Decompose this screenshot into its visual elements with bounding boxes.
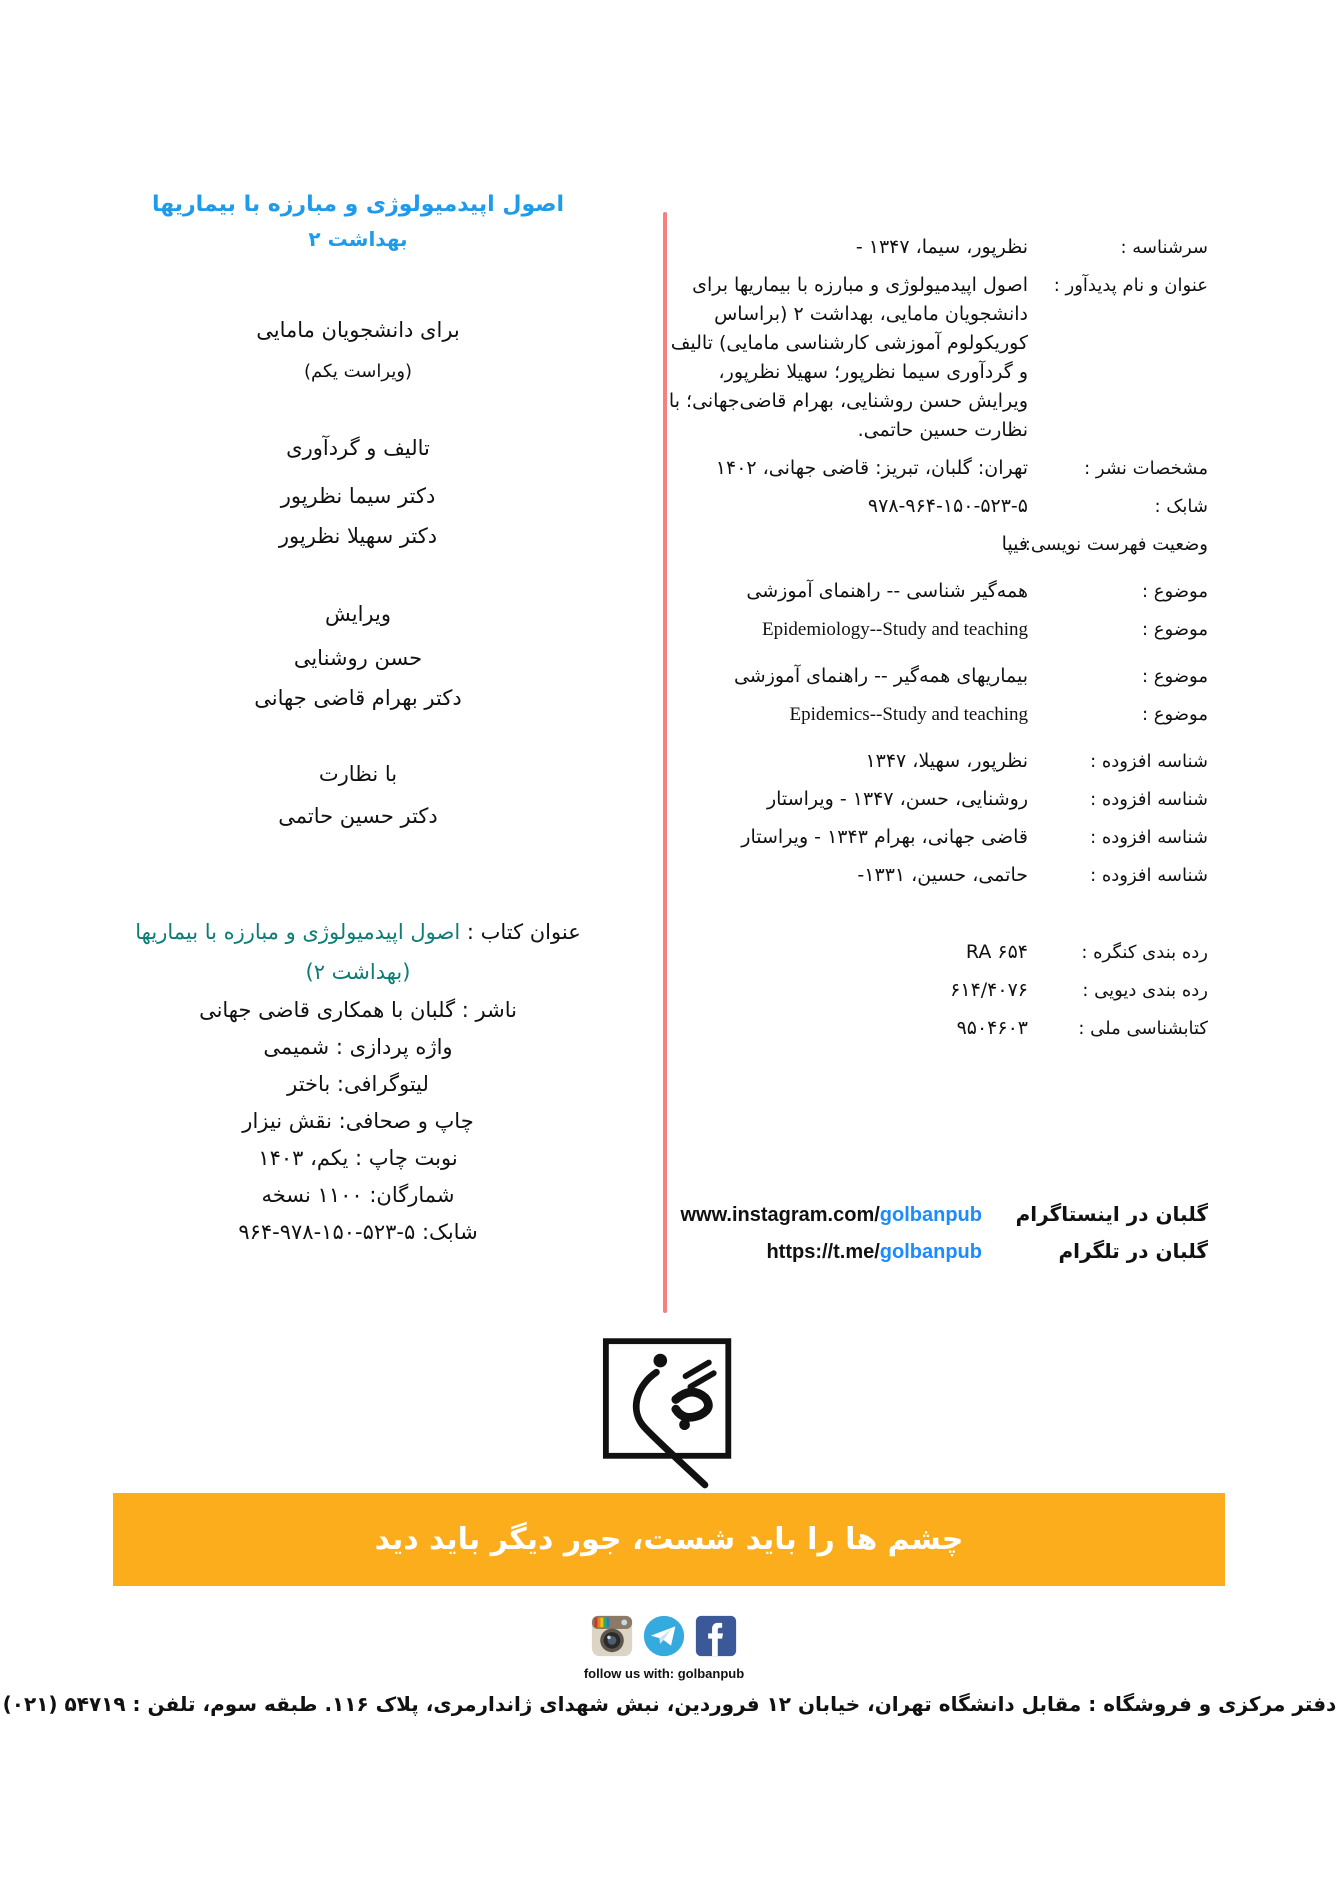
social-links-block	[658, 1202, 1208, 1276]
telegram-icon[interactable]	[643, 1615, 685, 1657]
telegram-handle[interactable]: golbanpub	[879, 1241, 982, 1263]
isbn-line	[112, 1217, 604, 1247]
cip-label: موضوع :	[1141, 666, 1208, 687]
cip-value: اصول اپیدمیولوژی و مبارزه با بیماریها برای دانشجویان مامایی، بهداشت ۲ (براساس کوریکولوم آموزشی کارشناسی مامایی) تالیف و گردآوری سیما نظرپور؛ سهیلا نظرپور، ویرایش حسن روشنایی، بهرام قاضی‌جهانی؛ با نظارت حسین حاتمی.	[668, 274, 1028, 441]
cip-row	[658, 233, 1208, 262]
telegram-link-row	[658, 1239, 1208, 1264]
cip-value-latin: Epidemiology--Study and teaching	[762, 619, 1028, 640]
slogan-banner	[113, 1493, 1225, 1586]
edit-heading: ویرایش	[324, 602, 392, 626]
cip-label: موضوع :	[1141, 704, 1208, 725]
golban-logo-icon	[602, 1337, 738, 1493]
book-title: اصول اپیدمیولوژی و مبارزه با بیماریها	[151, 192, 565, 217]
isbn-label: شابک:	[415, 1220, 478, 1244]
print-edition-line: نوبت چاپ : یکم، ۱۴۰۳	[258, 1146, 458, 1170]
follow-us-text: follow us with: golbanpub	[583, 1666, 745, 1681]
cip-block	[658, 233, 1208, 1052]
cip-row	[658, 823, 1208, 852]
lithography-line: لیتوگرافی: باختر	[287, 1072, 429, 1096]
instagram-url-prefix: www.instagram.com/	[680, 1204, 880, 1226]
cip-label: کتابشناسی ملی :	[1078, 1018, 1208, 1039]
cip-value-latin: Epidemics--Study and teaching	[789, 704, 1028, 725]
cip-label: مشخصات نشر :	[1084, 458, 1208, 479]
supervision-heading: با نظارت	[318, 762, 398, 786]
printing-line: چاپ و صحافی: نقش نیزار	[242, 1109, 474, 1133]
cip-label: شناسه افزوده :	[1090, 751, 1208, 772]
book-info-title-value2: (بهداشت ۲)	[305, 960, 411, 984]
cip-row	[658, 662, 1208, 691]
cip-label: شناسه افزوده :	[1090, 865, 1208, 886]
supervisor-name: دکتر حسین حاتمی	[278, 804, 438, 828]
cip-row	[658, 454, 1208, 483]
cip-label: شابک :	[1154, 496, 1208, 517]
cip-row	[658, 747, 1208, 776]
cip-row	[658, 577, 1208, 606]
book-info-title-line	[112, 917, 604, 947]
cip-row	[658, 700, 1208, 729]
golban-logo	[602, 1337, 738, 1497]
footer-address: دفتر مرکزی و فروشگاه : مقابل دانشگاه تهران، خیابان ۱۲ فروردین، نبش شهدای ژاندارمری، پلاک ۱۱۶. طبقه سوم، تلفن : ۵۴۷۱۹ (۰۲۱)	[2, 1692, 1337, 1716]
cip-label: موضوع :	[1141, 619, 1208, 640]
book-info-title-value: اصول اپیدمیولوژی و مبارزه با بیماریها	[135, 920, 461, 944]
social-icons-row	[538, 1615, 790, 1657]
publisher-line: ناشر : گلبان با همکاری قاضی جهانی	[199, 998, 517, 1022]
instagram-row-label: گلبان در اینستاگرام	[1015, 1202, 1208, 1226]
book-info-title-label: عنوان کتاب :	[460, 920, 581, 944]
cip-row	[658, 492, 1208, 521]
typesetting-line: واژه پردازی : شمیمی	[263, 1035, 453, 1059]
cip-row	[658, 861, 1208, 890]
instagram-handle[interactable]: golbanpub	[879, 1204, 982, 1226]
cip-label: رده بندی دیویی :	[1082, 980, 1208, 1001]
cip-row	[658, 976, 1208, 1005]
telegram-url[interactable]	[658, 1241, 982, 1264]
cip-row	[658, 1014, 1208, 1043]
edition-line: (ویراست یکم)	[303, 361, 413, 382]
telegram-row-label: گلبان در تلگرام	[1058, 1239, 1208, 1263]
book-subtitle: بهداشت ۲	[308, 227, 408, 251]
circulation-line: شمارگان: ۱۱۰۰ نسخه	[261, 1183, 455, 1207]
isbn-value: ۹۶۴-۹۷۸-۱۵۰-۵۲۳-۵	[238, 1220, 416, 1244]
cip-value: روشنایی، حسن، ۱۳۴۷ - ویراستار	[766, 788, 1028, 810]
telegram-url-prefix: https://t.me/	[766, 1241, 880, 1263]
cip-row	[658, 785, 1208, 814]
author-name: دکتر سیما نظرپور	[280, 484, 436, 508]
title-block	[112, 192, 604, 1247]
cip-value: حاتمی، حسین، ۱۳۳۱-	[857, 864, 1028, 886]
instagram-link-row	[658, 1202, 1208, 1227]
cip-label: وضعیت فهرست نویسی:	[1024, 534, 1208, 555]
cip-value: نظرپور، سیما، ۱۳۴۷ -	[855, 236, 1028, 258]
cip-value-isbn: ۹۷۸-۹۶۴-۱۵۰-۵۲۳-۵	[867, 495, 1028, 517]
cip-row	[658, 530, 1208, 559]
cip-label: سرشناسه :	[1120, 237, 1208, 258]
cip-value: نظرپور، سهیلا، ۱۳۴۷	[865, 750, 1028, 772]
facebook-icon[interactable]	[695, 1615, 737, 1657]
cip-row	[658, 271, 1208, 445]
cip-value: همه‌گیر شناسی -- راهنمای آموزشی	[746, 580, 1028, 602]
instagram-icon[interactable]	[591, 1615, 633, 1657]
social-icons-block	[538, 1615, 790, 1681]
cip-label: موضوع :	[1141, 581, 1208, 602]
cip-value: تهران: گلبان، تبریز: قاضی جهانی، ۱۴۰۲	[715, 457, 1028, 479]
cip-label: شناسه افزوده :	[1090, 789, 1208, 810]
cip-label: عنوان و نام پدیدآور :	[1053, 275, 1208, 296]
compile-heading: تالیف و گردآوری	[286, 436, 430, 460]
slogan-text: چشم ها را باید شست، جور دیگر باید دید	[374, 1522, 964, 1557]
editor-name: دکتر بهرام قاضی جهانی	[254, 686, 462, 710]
author-name: دکتر سهیلا نظرپور	[278, 524, 438, 548]
cip-value-lcc: RA ۶۵۴	[965, 941, 1028, 963]
cip-value: بیماریهای همه‌گیر -- راهنمای آموزشی	[733, 665, 1028, 687]
audience-line: برای دانشجویان مامایی	[256, 318, 460, 342]
cip-label: شناسه افزوده :	[1090, 827, 1208, 848]
cip-value: ۹۵۰۴۶۰۳	[956, 1017, 1028, 1039]
cip-row	[658, 615, 1208, 644]
cip-value-dewey: ۶۱۴/۴۰۷۶	[950, 979, 1028, 1001]
cip-value: فیپا	[1001, 533, 1028, 555]
cip-value: قاضی جهانی، بهرام ۱۳۴۳ - ویراستار	[741, 826, 1028, 848]
instagram-url[interactable]	[658, 1204, 982, 1227]
cip-label: رده بندی کنگره :	[1081, 942, 1208, 963]
editor-name: حسن روشنایی	[293, 646, 423, 670]
cip-row	[658, 938, 1208, 967]
